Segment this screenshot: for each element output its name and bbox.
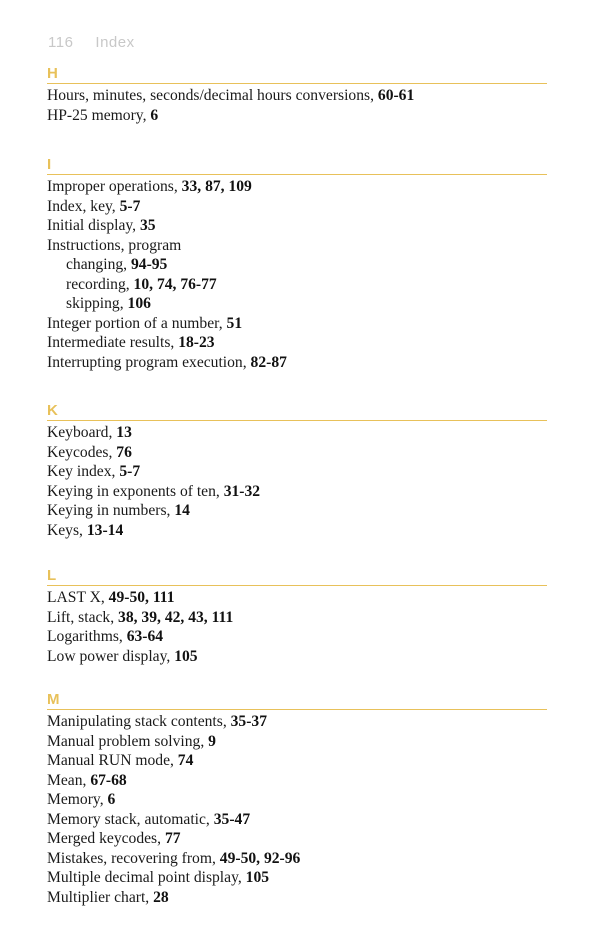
entry-page-refs: 33, 87, 109 — [181, 178, 252, 195]
entry-term: Keying in exponents of ten, — [47, 482, 224, 500]
entry-term: Manual problem solving, — [47, 732, 209, 750]
index-entry — [47, 216, 547, 236]
index-entry — [47, 443, 547, 463]
entry-term: Initial display, — [47, 217, 140, 234]
index-entry — [47, 849, 547, 869]
entry-term: recording, — [66, 275, 134, 293]
section-letter: H — [47, 65, 58, 82]
entry-term: Memory stack, automatic, — [47, 810, 214, 828]
entry-page-refs: 38, 39, 42, 43, 111 — [118, 608, 234, 626]
entry-page-refs: 13-14 — [86, 521, 124, 539]
entry-page-refs: 76 — [116, 443, 132, 461]
section-letter: L — [47, 567, 57, 584]
entry-page-refs: 31-32 — [223, 482, 261, 500]
index-entry — [47, 810, 547, 830]
entry-page-refs: 5-7 — [119, 463, 141, 480]
entry-page-refs: 35-37 — [230, 713, 268, 730]
entry-term: Interrupting program execution, — [47, 353, 251, 371]
index-section-m — [47, 692, 547, 907]
entry-page-refs: 49-50, 111 — [108, 589, 175, 606]
entry-term: Manual RUN mode, — [47, 752, 178, 769]
entry-term: Low power display, — [47, 647, 175, 665]
index-entry — [47, 771, 547, 791]
index-section-l — [47, 568, 547, 666]
entry-page-refs: 18-23 — [178, 334, 215, 351]
entry-page-refs: 5-7 — [119, 197, 141, 215]
entry-page-refs: 28 — [153, 888, 169, 906]
entry-term: LAST X, — [47, 589, 109, 606]
entry-page-refs: 74 — [177, 752, 194, 769]
entry-page-refs: 94-95 — [130, 256, 168, 273]
entry-page-refs: 10, 74, 76-77 — [133, 275, 217, 293]
entry-term: Manipulating stack contents, — [47, 713, 231, 730]
index-entry — [47, 501, 547, 521]
section-divider — [47, 420, 547, 421]
entry-term: Lift, stack, — [47, 608, 119, 626]
section-letter: K — [47, 402, 58, 419]
entry-term: Mean, — [47, 771, 91, 789]
entry-term: Integer portion of a number, — [47, 314, 227, 332]
entry-term: Mistakes, recovering from, — [47, 849, 220, 867]
entry-page-refs: 49-50, 92-96 — [219, 849, 301, 867]
index-entry — [47, 86, 547, 106]
index-subentry — [47, 275, 547, 295]
section-letter: M — [47, 691, 60, 708]
entry-term: Intermediate results, — [47, 334, 179, 351]
entry-term: Memory, — [47, 791, 108, 808]
entry-page-refs: 105 — [245, 869, 270, 886]
index-entry — [47, 314, 547, 334]
entry-term: Logarithms, — [47, 628, 127, 645]
entry-page-refs: 13 — [116, 424, 132, 441]
entry-page-refs: 82-87 — [250, 353, 287, 371]
entry-term: Keys, — [47, 521, 87, 539]
entry-page-refs: 105 — [174, 647, 198, 665]
index-section-k — [47, 403, 547, 540]
entry-term: Instructions, program — [47, 236, 182, 254]
index-entry — [47, 236, 547, 256]
index-subentry — [47, 294, 547, 314]
entry-page-refs: 35 — [139, 217, 156, 234]
entry-term: Merged keycodes, — [47, 830, 165, 847]
entry-term: Keycodes, — [47, 443, 117, 461]
index-entry — [47, 868, 547, 888]
entry-page-refs: 14 — [174, 502, 190, 519]
index-entry — [47, 888, 547, 908]
section-letter: I — [47, 156, 52, 173]
page-number: 116 — [48, 34, 74, 51]
index-entry — [47, 106, 547, 126]
entry-term: Key index, — [47, 463, 120, 480]
index-entry — [47, 751, 547, 771]
section-divider — [47, 709, 547, 710]
index-entry — [47, 608, 547, 628]
page-title: Index — [95, 34, 135, 51]
entry-page-refs: 9 — [208, 732, 216, 750]
index-entry — [47, 521, 547, 541]
entry-term: Multiplier chart, — [47, 888, 154, 906]
index-entry — [47, 177, 547, 197]
entry-term: HP-25 memory, — [47, 106, 151, 124]
entry-page-refs: 63-64 — [126, 628, 164, 645]
index-entry — [47, 627, 547, 647]
entry-page-refs: 6 — [107, 791, 116, 808]
entry-page-refs: 6 — [150, 106, 159, 124]
section-divider — [47, 174, 547, 175]
index-entry — [47, 829, 547, 849]
index-entry — [47, 197, 547, 217]
index-entry — [47, 462, 547, 482]
index-entry — [47, 712, 547, 732]
index-entry — [47, 333, 547, 353]
index-section-h — [47, 66, 547, 125]
entry-term: Keying in numbers, — [47, 502, 175, 519]
index-subentry — [47, 255, 547, 275]
entry-term: Index, key, — [47, 197, 120, 215]
index-entry — [47, 588, 547, 608]
entry-term: skipping, — [66, 295, 128, 312]
entry-page-refs: 51 — [226, 314, 243, 332]
entry-term: Hours, minutes, seconds/decimal hours conversions, — [47, 87, 378, 104]
section-divider — [47, 83, 547, 84]
index-entry — [47, 482, 547, 502]
index-section-i — [47, 157, 547, 372]
entry-page-refs: 60-61 — [377, 87, 415, 104]
page-header — [48, 34, 135, 51]
index-entry — [47, 647, 547, 667]
entry-term: Improper operations, — [47, 178, 182, 195]
entry-term: changing, — [66, 256, 131, 273]
entry-page-refs: 35-47 — [213, 810, 251, 828]
index-entry — [47, 353, 547, 373]
section-divider — [47, 585, 547, 586]
index-entry — [47, 790, 547, 810]
entry-page-refs: 67-68 — [90, 771, 127, 789]
index-entry — [47, 732, 547, 752]
entry-term: Multiple decimal point display, — [47, 869, 246, 886]
entry-term: Keyboard, — [47, 424, 117, 441]
entry-page-refs: 77 — [164, 830, 181, 847]
entry-page-refs: 106 — [127, 295, 151, 312]
index-entry — [47, 423, 547, 443]
